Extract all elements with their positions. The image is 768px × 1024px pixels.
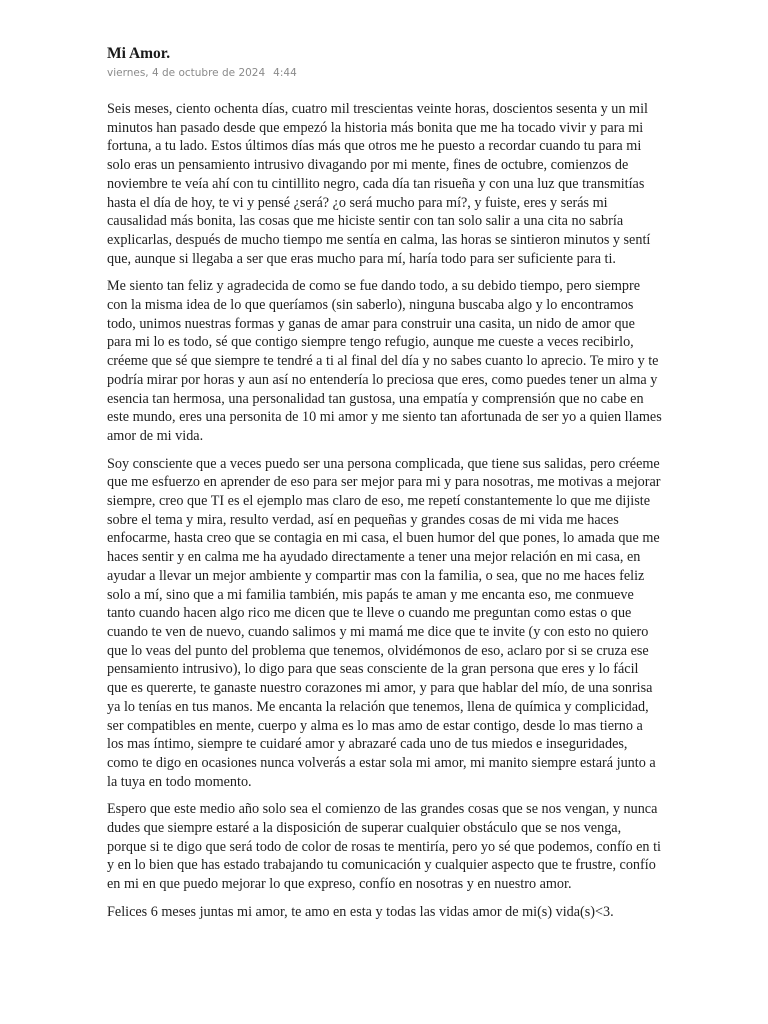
- note-container: [107, 44, 662, 931]
- note-paragraph-1: Seis meses, ciento ochenta días, cuatro mil trescientas veinte horas, doscientos sesenta y un mil minutos han pasado desde que empezó la historia más bonita que me ha tocado vivir y para mi fortuna, a tu lado. Estos últimos días más que otros me he puesto a recordar cuando tu para mi solo eras un pensamiento intrusivo divagando por mi mente, fines de octubre, comienzos de noviembre te veía ahí con tu cintillito negro, cada día tan risueña y con una luz que transmitías hasta el día de hoy, te vi y pensé ¿será? ¿o será mucho para mí?, y fuiste, eres y serás mi causalidad más bonita, las cosas que me hiciste sentir con tan solo salir a una cita no sabría explicarlas, después de mucho tiempo me sentía en calma, las horas se sintieron minutos y sentí que, aunque si llegaba a ser que eras mucho para mí, haría todo para ser suficiente para ti.: [107, 101, 651, 267]
- note-date: viernes, 4 de octubre de 2024: [107, 67, 266, 79]
- note-time: 4:44: [273, 67, 297, 79]
- note-paragraph-4: Espero que este medio año solo sea el comienzo de las grandes cosas que se nos vengan, y nunca dudes que siempre estaré a la disposición de superar cualquier obstáculo que se nos venga, porque si te digo que será todo de color de rosas te mentiría, pero yo sé que podemos, confío en ti y en lo bien que has estado trabajando tu comunicación y cualquier aspecto que te frustre, confío en mi en que puedo mejorar lo que expreso, confío en nosotras y en nuestro amor.: [107, 801, 661, 893]
- note-paragraph-5: Felices 6 meses juntas mi amor, te amo en esta y todas las vidas amor de mi(s) vida(s)<3.: [107, 903, 614, 920]
- note-paragraph-2: Me siento tan feliz y agradecida de como se fue dando todo, a su debido tiempo, pero siempre con la misma idea de lo que queríamos (sin saberlo), ninguna buscaba algo y lo encontramos todo, unimos nuestras formas y ganas de amar para construir una casita, un nido de amor que para mi lo es todo, sé que contigo siempre tengo refugio, aunque me cueste a veces recibirlo, créeme que sé que siempre te tendré a ti al final del día y no sabes cuanto lo aprecio. Te miro y te podría mirar por horas y aun así no entendería lo preciosa que eres, como puedes tener un alma y esencia tan hermosa, una personalidad tan gustosa, una empatía y comprensión que no cabe en este mundo, eres una personita de 10 mi amor y me siento tan afortunada de ser yo a quien llames amor de mi vida.: [107, 278, 662, 444]
- note-title: Mi Amor.: [107, 45, 171, 62]
- note-body[interactable]: [107, 100, 662, 922]
- note-paragraph-3: Soy consciente que a veces puedo ser una persona complicada, que tiene sus salidas, pero créeme que me esfuerzo en aprender de eso para ser mejor para mi y para nosotras, me motivas a mejorar siempre, creo que TI es el ejemplo mas claro de eso, me repetí constantemente lo que me dijiste sobre el tema y mira, resulto verdad, así en pequeñas y grandes cosas de mi vida me haces enfocarme, hasta creo que se contagia en mi casa, el buen humor del que pones, lo amada que me haces sentir y en calma me ha ayudado directamente a tener una mejor relación en mi casa, en ayudar a llevar un mejor ambiente y compartir mas con la familia, o sea, que no me haces feliz solo a mí, sino que a mi familia también, mis papás te aman y me encanta eso, me conmueve tanto cuando hacen algo rico me dicen que te lleve o cuando me preguntan como estas o que cuando te ven de nuevo, cuando salimos y mi mamá me dice que te invite (y con esto no quiero que lo veas del punto del problema que tenemos, olvidémonos de eso, aclaro por si se cruza ese pensamiento intrusivo), lo digo para que seas consciente de la gran persona que eres y lo fácil que es quererte, te ganaste nuestro corazones mi amor, y para que hablar del mío, de una sonrisa ya lo tenías en tus manos. Me encanta la relación que tenemos, llena de química y complicidad, ser compatibles en mente, cuerpo y alma es lo mas amo de estar contigo, desde lo mas tierno a los mas íntimo, siempre te cuidaré amor y abrazaré cada uno de tus miedos e inseguridades, como te digo en ocasiones nunca volverás a estar sola mi amor, mi manito siempre estará junto a la tuya en todo momento.: [107, 455, 661, 790]
- note-metadata: [107, 66, 662, 80]
